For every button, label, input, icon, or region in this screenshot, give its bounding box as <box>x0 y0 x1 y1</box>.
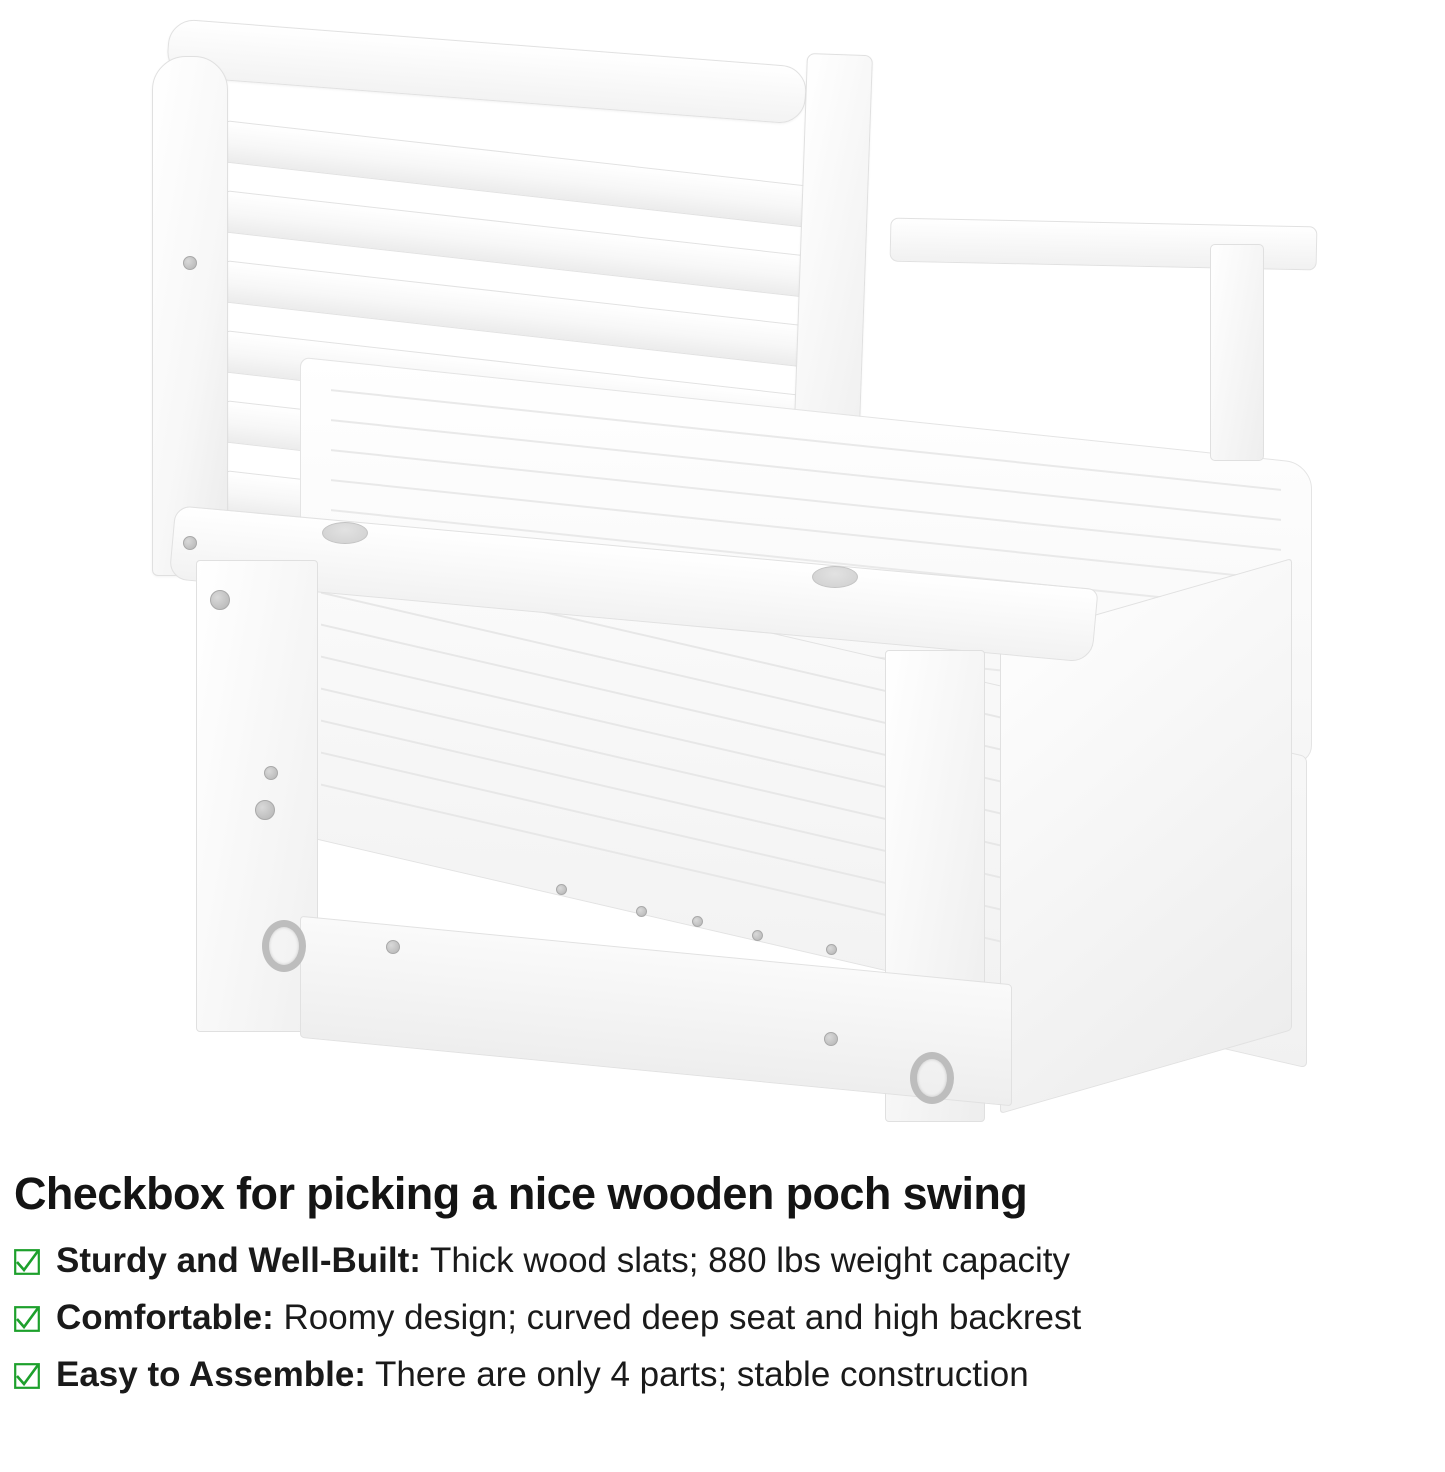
backrest-top-rail <box>166 18 809 125</box>
feature-row <box>14 1356 1431 1394</box>
checked-checkbox-icon <box>14 1306 40 1332</box>
screw-head <box>210 590 230 610</box>
screw-head <box>264 766 278 780</box>
screw-head <box>826 944 837 955</box>
feature-lead: Easy to Assemble: <box>56 1354 366 1394</box>
feature-copy-block <box>0 1168 1445 1412</box>
backrest-right-post <box>793 53 873 455</box>
screw-head <box>824 1032 838 1046</box>
feature-text <box>56 1242 1070 1280</box>
checked-checkbox-icon <box>14 1249 40 1275</box>
screw-head <box>255 800 275 820</box>
checked-checkbox-icon <box>14 1363 40 1389</box>
feature-text <box>56 1299 1081 1337</box>
backrest-left-post <box>152 56 228 576</box>
armrest-cup-hole <box>812 566 858 588</box>
armrest-cup-hole <box>322 522 368 544</box>
screw-head <box>692 916 703 927</box>
feature-detail: There are only 4 parts; stable construction <box>375 1354 1029 1394</box>
screw-head <box>752 930 763 941</box>
headline: Checkbox for picking a nice wooden poch swing <box>14 1168 1028 1219</box>
screw-head <box>386 940 400 954</box>
eye-bolt-hardware <box>910 1052 954 1104</box>
feature-row <box>14 1299 1431 1337</box>
arm-vertical-post <box>1210 244 1264 461</box>
feature-row <box>14 1242 1431 1280</box>
screw-head <box>636 906 647 917</box>
feature-text <box>56 1356 1029 1394</box>
screw-head <box>556 884 567 895</box>
screw-head <box>183 536 197 550</box>
feature-lead: Comfortable: <box>56 1297 274 1337</box>
feature-lead: Sturdy and Well-Built: <box>56 1241 421 1280</box>
eye-bolt-hardware <box>262 920 306 972</box>
feature-detail: Roomy design; curved deep seat and high backrest <box>283 1297 1082 1337</box>
feature-detail: Thick wood slats; 880 lbs weight capacity <box>430 1241 1071 1280</box>
screw-head <box>183 256 197 270</box>
